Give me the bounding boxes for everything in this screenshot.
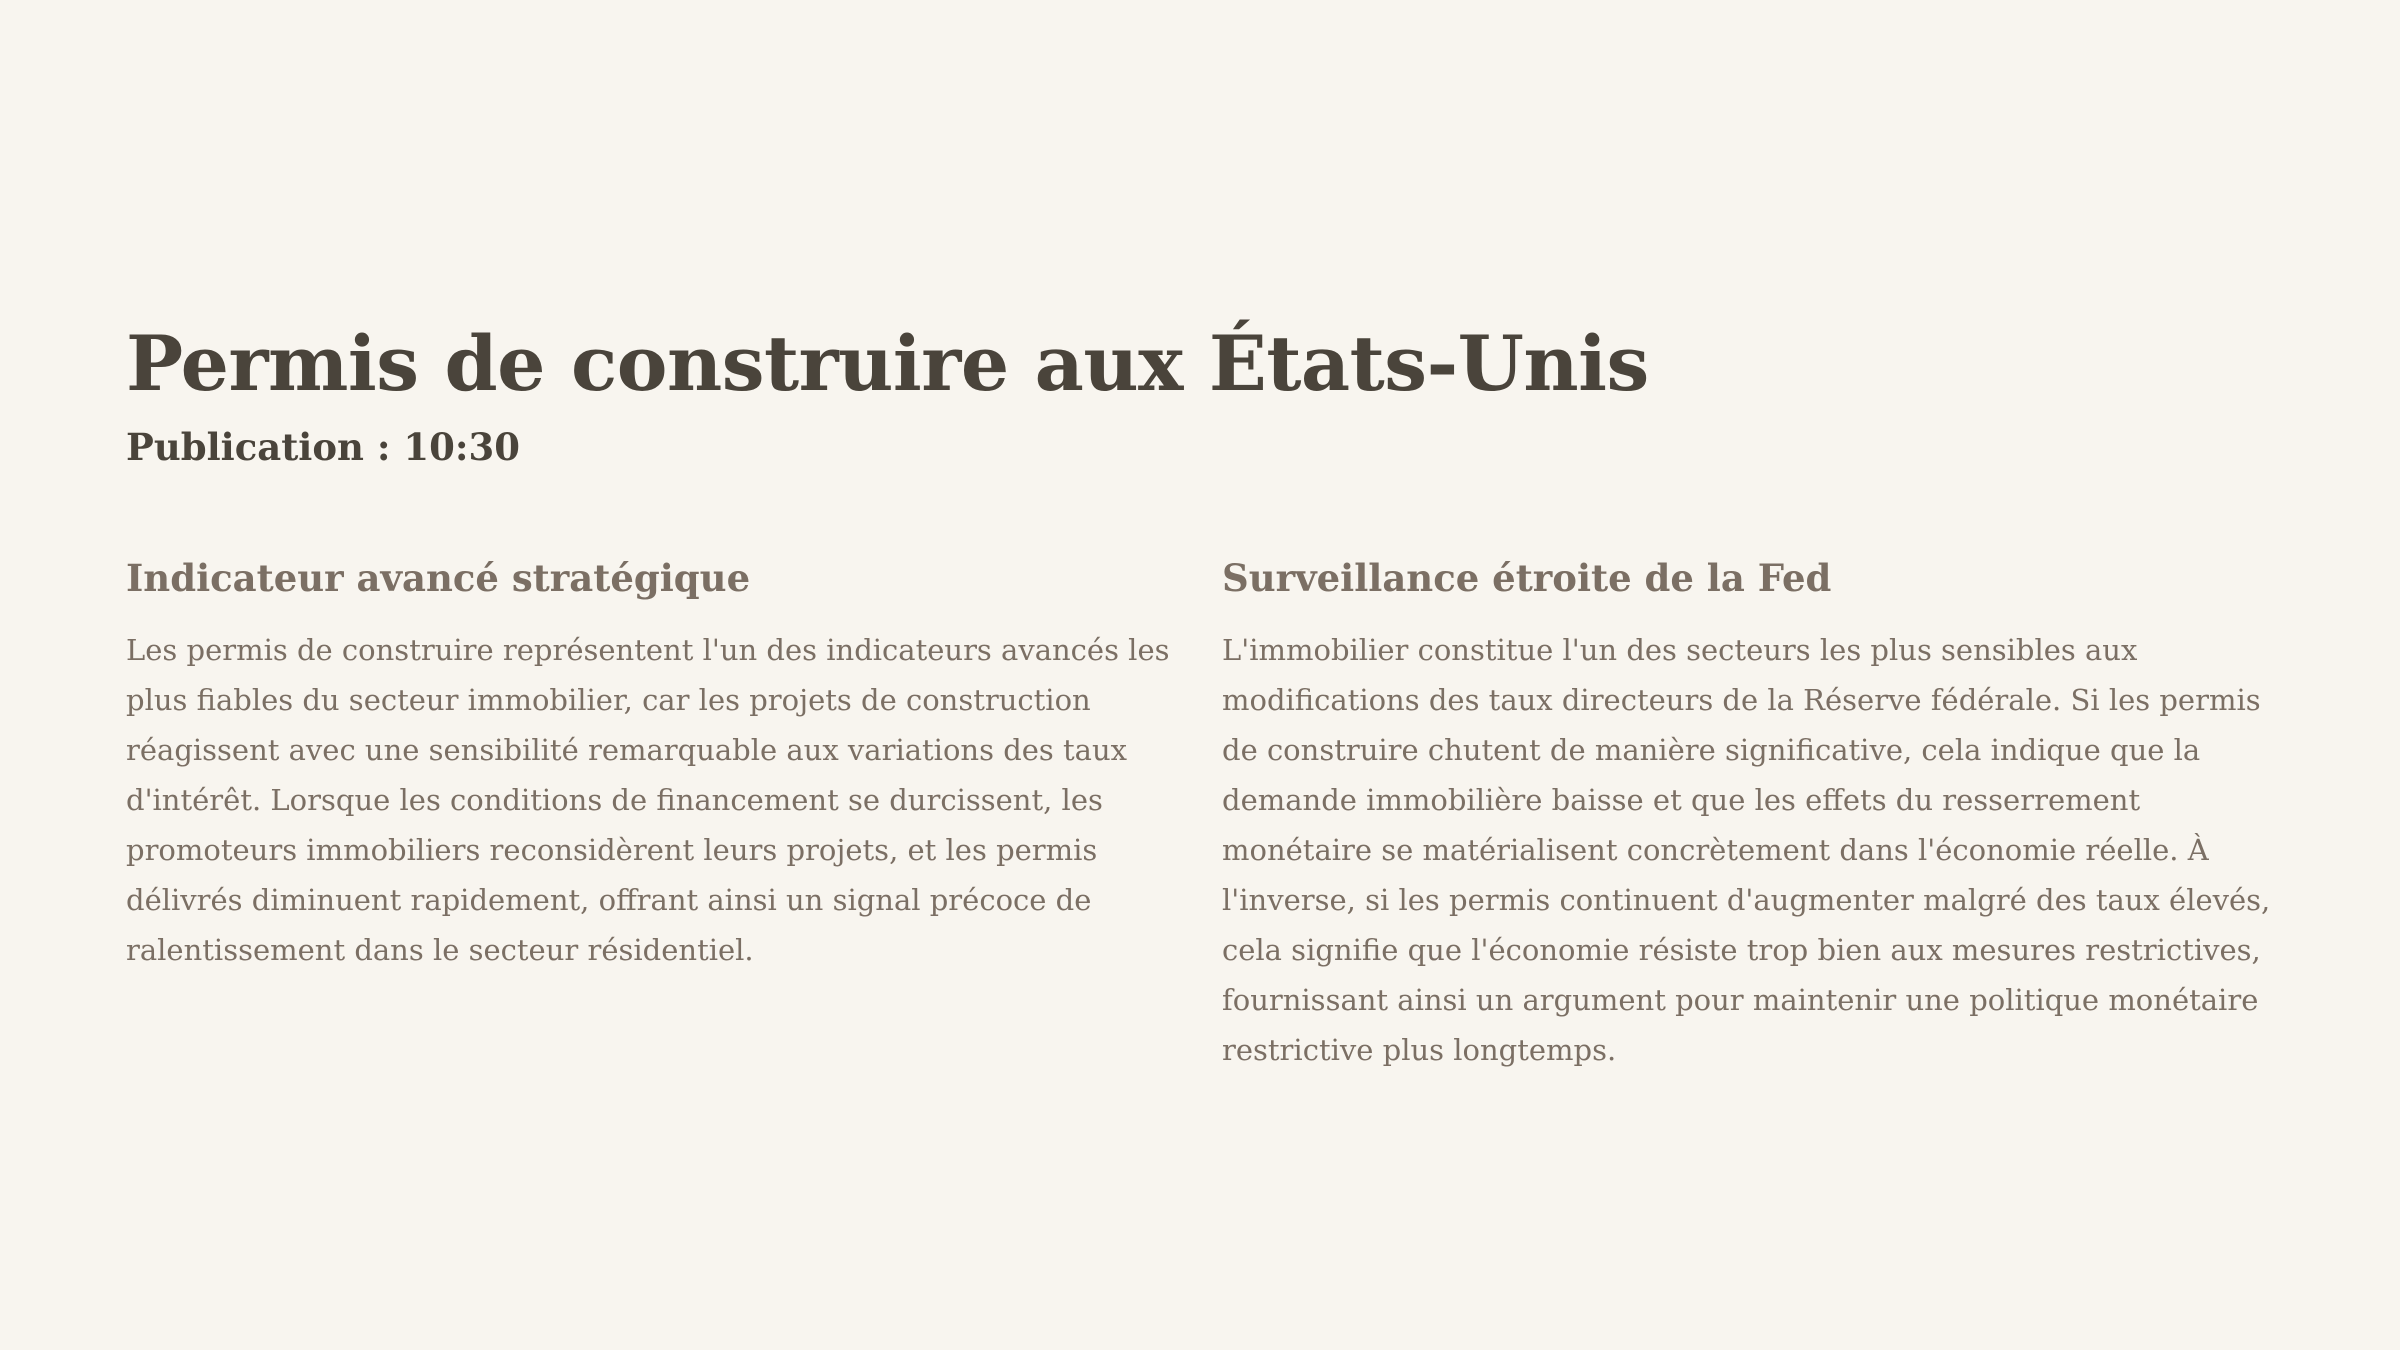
column-text: Les permis de construire représentent l'un des indicateurs avancés les plus fiables du secteur immobilier, car les projets de construction réagissent avec une sensibilité remarquable aux variations des taux d'intérêt. Lorsque les conditions de financement se durcissent, les promoteurs immobiliers reconsidèrent leurs projets, et les permis délivrés diminuent rapidement, offrant ainsi un signal précoce de ralentissement dans le secteur résidentiel. [126, 633, 1170, 967]
column-fed-watch [1222, 553, 2276, 1075]
header [126, 318, 2276, 470]
content-columns [126, 553, 2276, 1075]
column-heading: Indicateur avancé stratégique [126, 556, 751, 600]
column-leading-indicator [126, 553, 1180, 1075]
column-text: L'immobilier constitue l'un des secteurs les plus sensibles aux modifications des taux directeurs de la Réserve fédérale. Si les permis de construire chutent de manière significative, cela indique que la demande immobilière baisse et que les effets du resserrement monétaire se matérialisent concrètement dans l'économie réelle. À l'inverse, si les permis continuent d'augmenter malgré des taux élevés, cela signifie que l'économie résiste trop bien aux mesures restrictives, fournissant ainsi un argument pour maintenir une politique monétaire restrictive plus longtemps. [1222, 633, 2271, 1067]
column-heading: Surveillance étroite de la Fed [1222, 556, 1832, 600]
page-title: Permis de construire aux États-Unis [126, 319, 1649, 408]
publication-time: Publication : 10:30 [126, 425, 520, 469]
